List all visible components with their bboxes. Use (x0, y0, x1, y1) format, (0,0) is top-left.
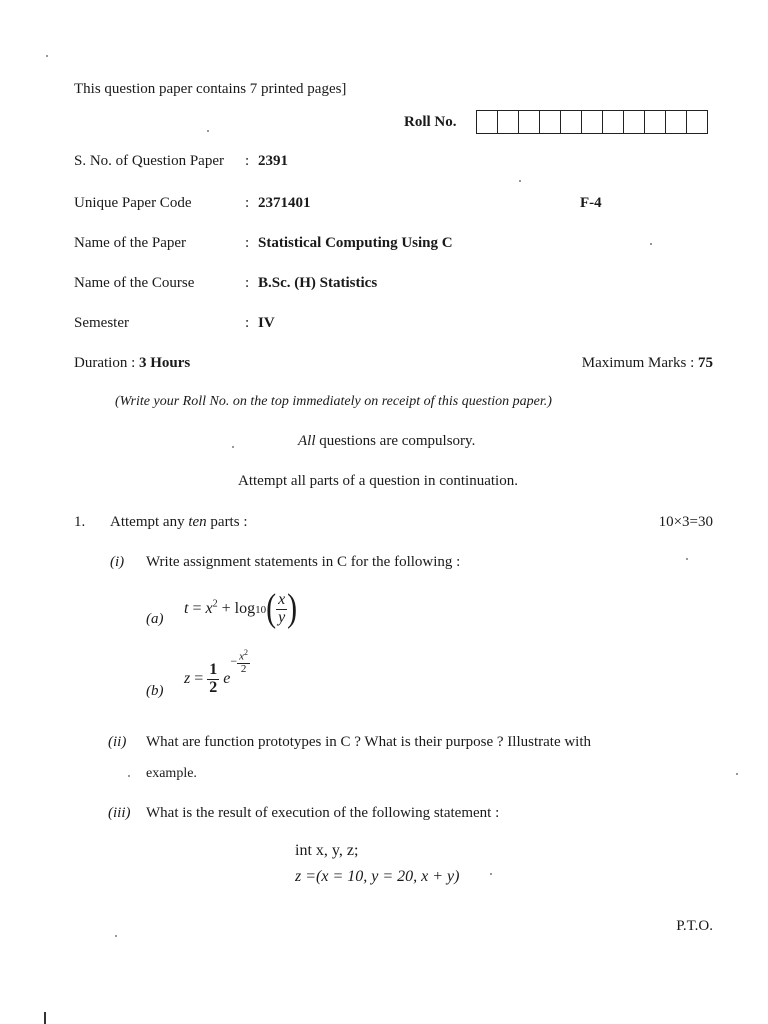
colon: : (245, 315, 250, 331)
part-ii-text: What are function prototypes in C ? What is their purpose ? Illustrate with (146, 734, 592, 750)
scan-speckle (207, 130, 209, 132)
scan-speckle (736, 773, 738, 775)
scan-edge-mark (44, 1012, 46, 1024)
roll-digit-box[interactable] (477, 111, 498, 133)
colon: : (245, 195, 250, 211)
formula-b: z = $\frac{1}{2}$ e− $\frac{x^2}{2}$ (184, 647, 249, 696)
code-line-1: int x, y, z; (295, 842, 359, 859)
upc-label: Unique Paper Code (74, 195, 192, 211)
roll-digit-box[interactable] (645, 111, 666, 133)
roll-digit-box[interactable] (687, 111, 707, 133)
roll-instruction: (Write your Roll No. on the top immediately on receipt of this question paper.) (115, 394, 552, 409)
roll-digit-box[interactable] (498, 111, 519, 133)
colon: : (245, 235, 250, 251)
q1-text-pre: Attempt any (110, 514, 185, 530)
continuation-note: Attempt all parts of a question in continuation. (238, 473, 518, 489)
colon: : (245, 275, 250, 291)
roll-digit-box[interactable] (666, 111, 687, 133)
max-marks-label: Maximum Marks : (581, 355, 695, 371)
roll-digit-box[interactable] (519, 111, 540, 133)
roll-label: Roll No. (404, 114, 457, 130)
part-iii-label: (iii) (108, 805, 131, 821)
colon: : (245, 153, 250, 169)
duration-label: Duration : (74, 355, 136, 371)
max-marks-value: 75 (698, 355, 713, 371)
roll-digit-box[interactable] (582, 111, 603, 133)
q1-text-post: parts : (210, 514, 248, 530)
question-number: 1. (74, 514, 86, 530)
scan-speckle (686, 558, 688, 560)
roll-number-boxes[interactable] (476, 110, 708, 134)
scan-speckle (650, 243, 652, 245)
paper-label: Name of the Paper (74, 235, 187, 251)
part-i-b-label: (b) (146, 683, 164, 699)
duration (74, 355, 190, 372)
course-label: Name of the Course (74, 275, 195, 291)
all-word: All (298, 433, 316, 449)
duration-value: 3 Hours (139, 355, 191, 371)
semester-label: Semester (74, 315, 129, 331)
scan-speckle (490, 873, 492, 875)
scan-speckle (46, 55, 48, 57)
semester-value: IV (258, 315, 275, 331)
upc-value: 2371401 (258, 195, 311, 211)
question-1-marks: 10×3=30 (658, 514, 713, 530)
roll-digit-box[interactable] (603, 111, 624, 133)
set-code: F-4 (580, 195, 602, 211)
part-ii-text-cont: example. (146, 766, 197, 781)
roll-digit-box[interactable] (561, 111, 582, 133)
scan-speckle (128, 775, 130, 777)
compulsory-rest: questions are compulsory. (319, 433, 476, 449)
part-i-a-label: (a) (146, 611, 164, 627)
code-line-2: z =(x = 10, y = 20, x + y) (295, 868, 460, 885)
question-1-text (110, 514, 247, 531)
roll-digit-box[interactable] (540, 111, 561, 133)
roll-digit-box[interactable] (624, 111, 645, 133)
course-value: B.Sc. (H) Statistics (258, 275, 378, 291)
paper-value: Statistical Computing Using C (258, 235, 453, 251)
maximum-marks (582, 355, 713, 372)
part-iii-text: What is the result of execution of the following statement : (146, 805, 500, 821)
formula-a: $t = x^2 + \log 10$( $\frac{x}{y}$ ) (184, 587, 298, 631)
part-i-text: Write assignment statements in C for the following : (146, 554, 461, 570)
q1-text-em: ten (188, 514, 207, 530)
compulsory-note (298, 433, 475, 450)
scan-speckle (519, 180, 521, 182)
scan-speckle (232, 446, 234, 448)
pages-note: This question paper contains 7 printed pages] (74, 81, 347, 97)
part-i-label: (i) (110, 554, 125, 570)
sno-label: S. No. of Question Paper (74, 153, 224, 169)
sno-value: 2391 (258, 153, 288, 169)
scan-speckle (115, 935, 117, 937)
part-ii-label: (ii) (108, 734, 127, 750)
pto-note: P.T.O. (676, 918, 713, 934)
